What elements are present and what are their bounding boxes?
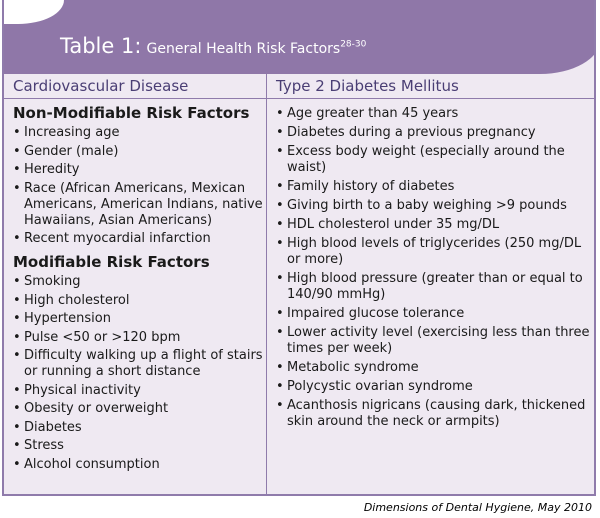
list-item: • Lower activity level (exercising less than three times per week)	[276, 325, 590, 357]
list-item: • Difficulty walking up a flight of stairs or running a short distance	[13, 348, 263, 380]
table-header-bar	[2, 0, 596, 74]
list-item: • Metabolic syndrome	[276, 360, 590, 376]
list-item: • Alcohol consumption	[13, 457, 263, 473]
header-tab-notch	[2, 0, 64, 24]
diabetes-risk-list	[276, 106, 590, 430]
list-item: • Diabetes	[13, 420, 263, 436]
table-number: Table 1:	[60, 34, 142, 58]
list-item: • Excess body weight (especially around the waist)	[276, 144, 590, 176]
list-item: • Increasing age	[13, 125, 263, 141]
column-heading-cardiovascular: Cardiovascular Disease	[13, 77, 189, 95]
list-item: • Impaired glucose tolerance	[276, 306, 590, 322]
list-item: • Acanthosis nigricans (causing dark, thickened skin around the neck or armpits)	[276, 398, 590, 430]
table-caption: General Health Risk Factors	[146, 41, 341, 57]
list-item: • Gender (male)	[13, 144, 263, 160]
list-item: • Smoking	[13, 274, 263, 290]
list-item: • Hypertension	[13, 311, 263, 327]
list-item: • Diabetes during a previous pregnancy	[276, 125, 590, 141]
risk-factors-table	[2, 0, 596, 496]
column-heading-diabetes: Type 2 Diabetes Mellitus	[276, 77, 459, 95]
column-heading-row	[4, 74, 594, 99]
cardiovascular-column	[13, 104, 263, 475]
list-item: • Heredity	[13, 162, 263, 178]
list-item: • Pulse <50 or >120 bpm	[13, 330, 263, 346]
list-item: • HDL cholesterol under 35 mg/DL	[276, 217, 590, 233]
list-item: • Polycystic ovarian syndrome	[276, 379, 590, 395]
table-title	[60, 34, 366, 58]
list-item: • High blood levels of triglycerides (250 mg/DL or more)	[276, 236, 590, 268]
list-item: • Stress	[13, 438, 263, 454]
list-item: • Race (African Americans, Mexican Americans, American Indians, native Hawaiians, Asian Americans)	[13, 181, 263, 229]
list-item: • Recent myocardial infarction	[13, 231, 263, 247]
list-item: • Giving birth to a baby weighing >9 pounds	[276, 198, 590, 214]
citation-superscript: 28-30	[340, 39, 367, 50]
non-modifiable-heading: Non-Modifiable Risk Factors	[13, 104, 250, 122]
source-credit	[364, 501, 592, 514]
list-item: • Obesity or overweight	[13, 401, 263, 417]
list-item: • High blood pressure (greater than or equal to 140/90 mmHg)	[276, 271, 590, 303]
diabetes-column	[276, 106, 590, 433]
list-item: • High cholesterol	[13, 293, 263, 309]
column-divider	[266, 74, 267, 496]
list-item: • Age greater than 45 years	[276, 106, 590, 122]
publication-name: Dimensions of Dental Hygiene	[363, 501, 531, 514]
modifiable-heading: Modifiable Risk Factors	[13, 253, 210, 271]
modifiable-list	[13, 274, 263, 473]
list-item: • Family history of diabetes	[276, 179, 590, 195]
list-item: • Physical inactivity	[13, 383, 263, 399]
publication-date: , May 2010	[530, 501, 592, 514]
non-modifiable-list	[13, 125, 263, 247]
